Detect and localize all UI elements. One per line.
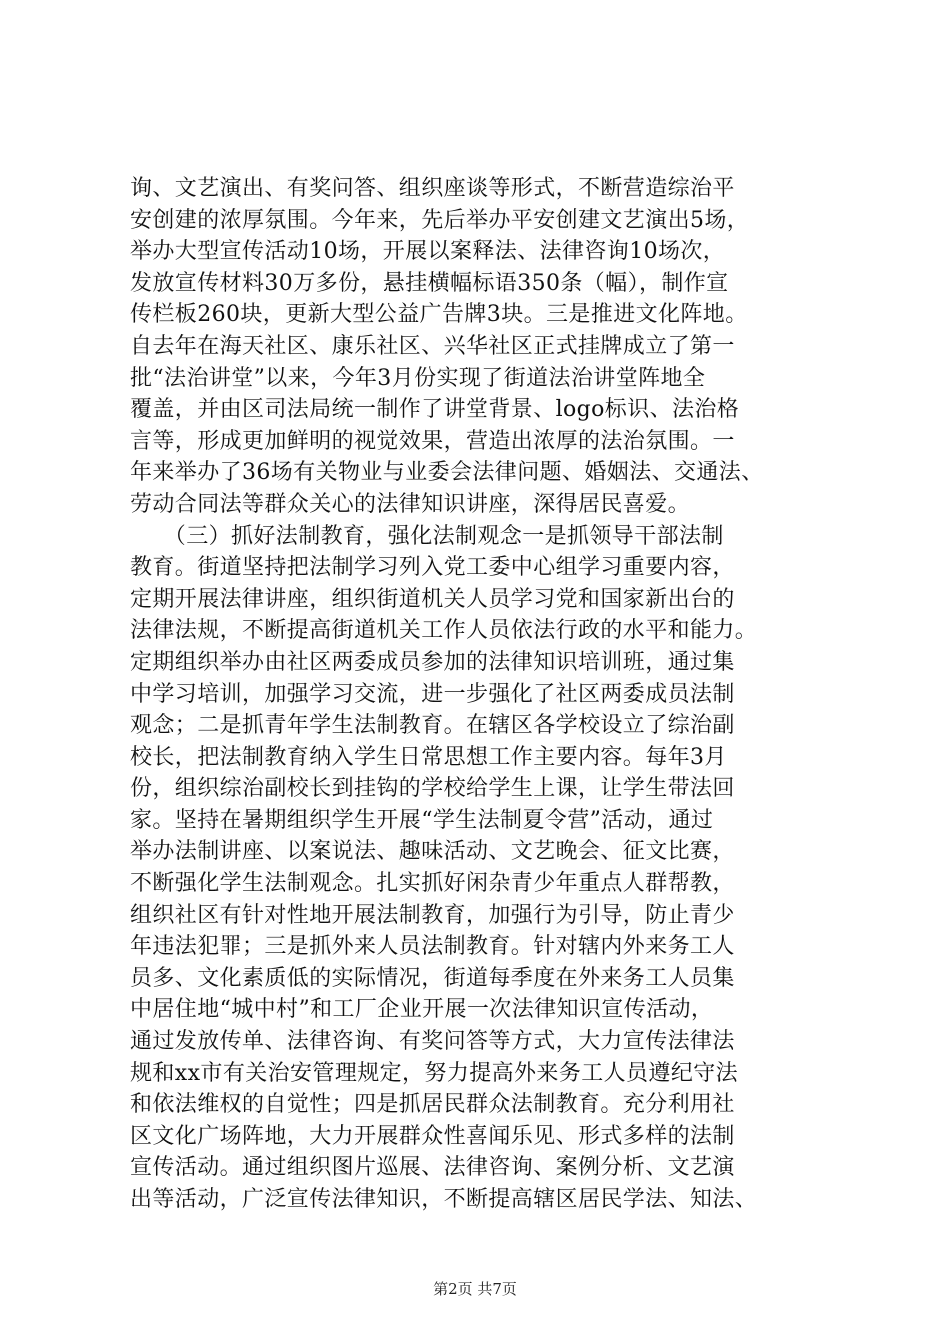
text-line: 法律法规，不断提高街道机关工作人员依法行政的水平和能力。 [130, 618, 758, 644]
text-line: 批“法治讲堂”以来，今年3月份实现了街道法治讲堂阵地全 [130, 365, 706, 391]
text-line: 定期组织举办由社区两委成员参加的法律知识培训班，通过集 [130, 649, 735, 675]
text-line: 自去年在海天社区、康乐社区、兴华社区正式挂牌成立了第一 [130, 333, 735, 359]
text-line: 规和xx市有关治安管理规定，努力提高外来务工人员遵纪守法 [130, 1060, 739, 1086]
text-line: 家。坚持在暑期组织学生开展“学生法制夏令营”活动，通过 [130, 807, 714, 833]
text-line: 举办法制讲座、以案说法、趣味活动、文艺晚会、征文比赛， [130, 839, 735, 865]
text-line: 通过发放传单、法律咨询、有奖问答等方式，大力宣传法律法 [130, 1029, 735, 1055]
document-body [130, 173, 842, 1216]
text-line: 安创建的浓厚氛围。今年来，先后举办平安创建文艺演出5场， [130, 207, 750, 233]
text-line: 观念；二是抓青年学生法制教育。在辖区各学校设立了综治副 [130, 713, 735, 739]
text-line: 份，组织综治副校长到挂钩的学校给学生上课，让学生带法回 [130, 776, 735, 802]
text-line: 宣传活动。通过组织图片巡展、法律咨询、案例分析、文艺演 [130, 1155, 735, 1181]
text-line: 组织社区有针对性地开展法制教育，加强行为引导，防止青少 [130, 902, 735, 928]
text-line: 发放宣传材料30万多份，悬挂横幅标语350条（幅），制作宣 [130, 270, 729, 296]
text-line: 定期开展法律讲座，组织街道机关人员学习党和国家新出台的 [130, 586, 735, 612]
text-line: 和依法维权的自觉性；四是抓居民群众法制教育。充分利用社 [130, 1092, 735, 1118]
text-line: （三）抓好法制教育，强化法制观念一是抓领导干部法制 [130, 523, 724, 549]
text-line: 不断强化学生法制观念。扎实抓好闲杂青少年重点人群帮教， [130, 871, 735, 897]
text-line: 年来举办了36场有关物业与业委会法律问题、婚姻法、交通法、 [130, 460, 764, 486]
text-line: 中学习培训，加强学习交流，进一步强化了社区两委成员法制 [130, 681, 735, 707]
text-line: 言等，形成更加鲜明的视觉效果，营造出浓厚的法治氛围。一 [130, 428, 735, 454]
page-number-footer: 第2页 共7页 [433, 1280, 517, 1298]
text-line: 年违法犯罪；三是抓外来人员法制教育。针对辖内外来务工人 [130, 934, 735, 960]
text-line: 询、文艺演出、有奖问答、组织座谈等形式，不断营造综治平 [130, 176, 735, 201]
text-line: 教育。街道坚持把法制学习列入党工委中心组学习重要内容， [130, 555, 735, 581]
text-line: 校长，把法制教育纳入学生日常思想工作主要内容。每年3月 [130, 744, 727, 770]
text-line: 传栏板260块，更新大型公益广告牌3块。三是推进文化阵地。 [130, 302, 748, 328]
text-line: 劳动合同法等群众关心的法律知识讲座，深得居民喜爱。 [130, 491, 691, 517]
text-line: 举办大型宣传活动10场，开展以案释法、法律咨询10场次， [130, 239, 726, 265]
text-line: 区文化广场阵地，大力开展群众性喜闻乐见、形式多样的法制 [130, 1123, 735, 1149]
text-line: 中居住地“城中村”和工厂企业开展一次法律知识宣传活动， [130, 997, 714, 1023]
text-line: 出等活动，广泛宣传法律知识，不断提高辖区居民学法、知法、 [130, 1187, 758, 1212]
text-line: 员多、文化素质低的实际情况，街道每季度在外来务工人员集 [130, 965, 735, 991]
text-line: 覆盖，并由区司法局统一制作了讲堂背景、logo标识、法治格 [130, 397, 740, 423]
